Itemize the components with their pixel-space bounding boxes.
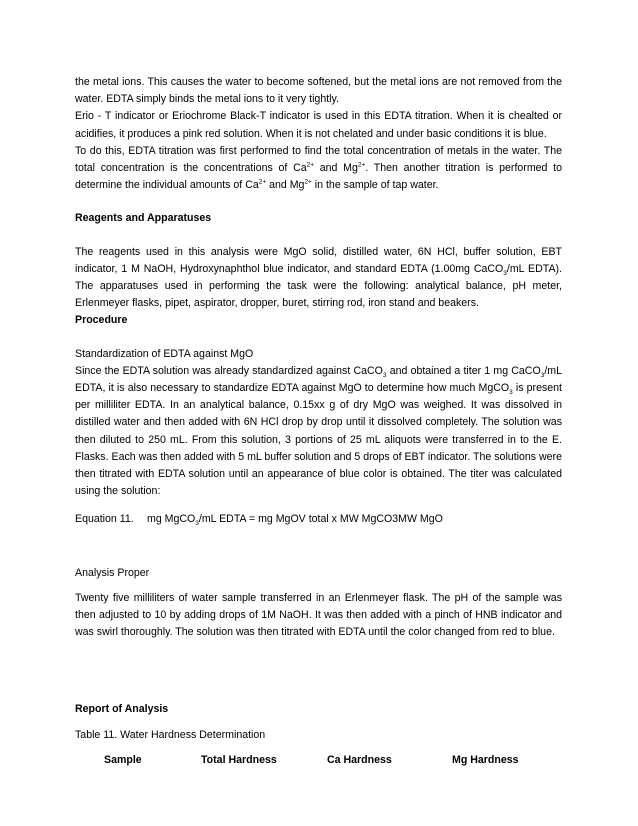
- table-header-row: [75, 752, 562, 769]
- column-total-hardness: Total Hardness: [201, 753, 277, 766]
- procedure-subheading: Standardization of EDTA against MgO: [75, 347, 254, 360]
- reagents-heading: Reagents and Apparatuses: [75, 212, 212, 225]
- procedure-paragraph: Since the EDTA solution was already standardized against CaCO$_3$ and obtained a titer 1 mg CaCO$_3$/mL EDTA, it is also necessary to standardize EDTA against MgO to determine how much MgCO$_3$ is present per milliliter EDTA. In an analytical balance, 0.15xx g of dry MgO was weighed. It was dissolved in distilled water and then added with 6N HCl drop by drop until it dissolved completely. The solution was then diluted to 250 mL. From this solution, 3 portions of 25 mL aliquots were transferred in to the E. Flasks. Each was then added with 5 mL buffer solution and 5 drops of EBT indicator. The solutions were then titrated with EDTA solution until an appearance of blue color is obtained. The titer was calculated using the solution:: [75, 364, 562, 498]
- intro-paragraph-2: Erio - T indicator or Eriochrome Black-T indicator is used in this EDTA titration. When it is chealted or acidifies, it produces a pink red solution. When it is not chelated and under basic conditions it is blue.: [75, 110, 562, 140]
- equation-label: Equation 11.: [75, 513, 134, 526]
- analysis-heading: Analysis Proper: [75, 566, 150, 579]
- analysis-paragraph: Twenty five milliliters of water sample transferred in an Erlenmeyer flask. The pH of the sample was then adjusted to 10 by adding drops of 1M NaOH. It was then added with a pinch of HNB indicator and was swirl thoroughly. The solution was then titrated with EDTA until the color changed from red to blue.: [75, 591, 562, 639]
- intro-paragraph-3: To do this, EDTA titration was first performed to find the total concentration of metals in the water. The total concentration is the concentrations of $Ca^{2+}$ and $Mg^{2+}$. Then another titration is performed to determine the individual amounts of $Ca^{2+}$ and $Mg^{2+}$ in the sample of tap water.: [75, 144, 562, 192]
- table-caption: Table 11. Water Hardness Determination: [75, 728, 266, 741]
- document-body: [75, 74, 562, 769]
- procedure-heading: Procedure: [75, 314, 128, 327]
- intro-paragraph-1: the metal ions. This causes the water to become softened, but the metal ions are not removed from the water. EDTA simply binds the metal ions to it very tightly.: [75, 76, 562, 106]
- column-mg-hardness: Mg Hardness: [452, 753, 519, 766]
- equation-line: [75, 511, 562, 528]
- equation-text: mg MgCO$_3$/mL EDTA = mg MgOV total x MW MgCO3MW MgO: [147, 513, 443, 528]
- column-ca-hardness: Ca Hardness: [327, 753, 392, 766]
- column-sample: Sample: [104, 753, 142, 766]
- report-heading: Report of Analysis: [75, 703, 169, 716]
- reagents-paragraph: The reagents used in this analysis were MgO solid, distilled water, 6N HCl, buffer solution, EBT indicator, 1 M NaOH, Hydroxynaphthol blue indicator, and standard EDTA (1.00mg CaCO$_3$/mL EDTA). The apparatuses used in performing the task were the following: analytical balance, pH meter, Erlenmeyer flasks, pipet, aspirator, dropper, buret, stirring rod, iron stand and beakers.: [75, 245, 562, 310]
